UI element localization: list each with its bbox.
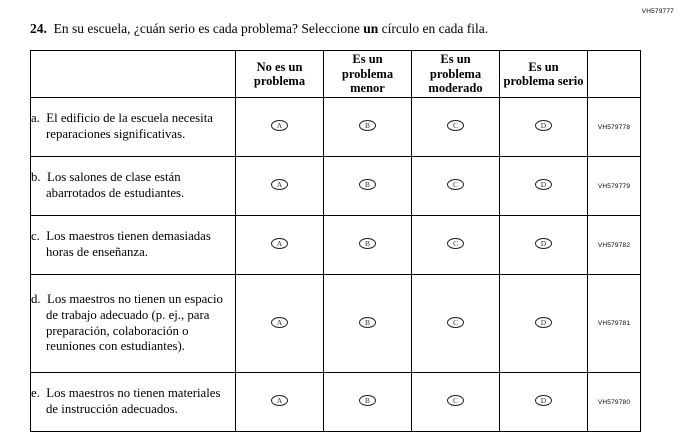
radio-d-3[interactable] xyxy=(412,275,500,373)
radio-letter: C xyxy=(452,180,458,189)
question-prompt xyxy=(30,21,666,37)
radio-c-4[interactable] xyxy=(500,216,588,275)
radio-circle-icon[interactable] xyxy=(447,179,464,190)
radio-b-2[interactable] xyxy=(324,157,412,216)
radio-circle-icon[interactable] xyxy=(535,395,552,406)
radio-circle-icon[interactable] xyxy=(359,179,376,190)
question-bold-word: un xyxy=(363,21,379,36)
radio-circle-icon[interactable] xyxy=(271,395,288,406)
radio-letter: C xyxy=(452,396,458,405)
radio-e-4[interactable] xyxy=(500,373,588,432)
radio-b-3[interactable] xyxy=(412,157,500,216)
radio-circle-icon[interactable] xyxy=(271,179,288,190)
row-stem-b xyxy=(31,157,236,216)
radio-letter: D xyxy=(540,239,547,248)
row-letter-d: d. xyxy=(31,292,41,307)
radio-letter: A xyxy=(276,180,283,189)
row-item-id-a: VH579778 xyxy=(588,98,641,157)
radio-letter: C xyxy=(452,239,458,248)
header-row xyxy=(31,51,641,98)
column-header-moderate-problem: Es un problema moderado xyxy=(412,51,500,98)
radio-letter: D xyxy=(540,396,547,405)
row-item-id-b: VH579779 xyxy=(588,157,641,216)
row-letter-e: e. xyxy=(31,386,40,401)
table-row xyxy=(31,216,641,275)
radio-e-3[interactable] xyxy=(412,373,500,432)
radio-e-1[interactable] xyxy=(236,373,324,432)
matrix-header xyxy=(31,51,641,98)
question-text-part1: En su escuela, ¿cuán serio es cada problema? Seleccione xyxy=(53,21,364,36)
row-stem-d xyxy=(31,275,236,373)
row-stem-e xyxy=(31,373,236,432)
matrix-body xyxy=(31,98,641,432)
radio-d-4[interactable] xyxy=(500,275,588,373)
radio-b-1[interactable] xyxy=(236,157,324,216)
table-row xyxy=(31,373,641,432)
radio-circle-icon[interactable] xyxy=(359,238,376,249)
radio-circle-icon[interactable] xyxy=(271,120,288,131)
radio-circle-icon[interactable] xyxy=(271,238,288,249)
column-header-minor-problem: Es un problema menor xyxy=(324,51,412,98)
radio-letter: B xyxy=(364,396,370,405)
radio-e-2[interactable] xyxy=(324,373,412,432)
radio-circle-icon[interactable] xyxy=(535,238,552,249)
radio-circle-icon[interactable] xyxy=(271,317,288,328)
radio-d-2[interactable] xyxy=(324,275,412,373)
response-matrix xyxy=(30,50,641,432)
header-blank-id xyxy=(588,51,641,98)
row-text-e: Los maestros no tienen materiales de instrucción adecuados. xyxy=(46,386,221,416)
radio-letter: B xyxy=(364,239,370,248)
radio-letter: A xyxy=(276,317,283,327)
question-number: 24. xyxy=(30,21,47,36)
question-text-part2: círculo en cada fila. xyxy=(378,21,489,36)
radio-letter: A xyxy=(276,396,283,405)
radio-d-1[interactable] xyxy=(236,275,324,373)
table-row xyxy=(31,98,641,157)
row-text-d: Los maestros no tienen un espacio de trabajo adecuado (p. ej., para preparación, colaboración o reuniones con estudiantes). xyxy=(46,292,223,354)
radio-circle-icon[interactable] xyxy=(535,317,552,328)
radio-letter: A xyxy=(276,239,283,248)
radio-a-2[interactable] xyxy=(324,98,412,157)
row-stem-c xyxy=(31,216,236,275)
table-row xyxy=(31,275,641,373)
row-item-id-d: VH579781 xyxy=(588,275,641,373)
row-text-a: El edificio de la escuela necesita reparaciones significativas. xyxy=(46,111,213,141)
radio-a-4[interactable] xyxy=(500,98,588,157)
page-item-id: VH579777 xyxy=(641,8,674,15)
radio-circle-icon[interactable] xyxy=(535,120,552,131)
radio-circle-icon[interactable] xyxy=(359,317,376,328)
question-text xyxy=(54,21,488,36)
radio-letter: D xyxy=(540,121,547,130)
header-blank-stem xyxy=(31,51,236,98)
radio-circle-icon[interactable] xyxy=(359,395,376,406)
radio-letter: D xyxy=(540,180,547,189)
radio-circle-icon[interactable] xyxy=(447,395,464,406)
radio-circle-icon[interactable] xyxy=(447,120,464,131)
column-header-serious-problem: Es un problema serio xyxy=(500,51,588,98)
radio-b-4[interactable] xyxy=(500,157,588,216)
radio-circle-icon[interactable] xyxy=(535,179,552,190)
row-letter-c: c. xyxy=(31,229,40,244)
radio-circle-icon[interactable] xyxy=(359,120,376,131)
radio-letter: C xyxy=(452,121,458,130)
radio-a-1[interactable] xyxy=(236,98,324,157)
radio-letter: B xyxy=(364,121,370,130)
radio-circle-icon[interactable] xyxy=(447,238,464,249)
radio-c-1[interactable] xyxy=(236,216,324,275)
radio-letter: D xyxy=(540,317,547,327)
row-text-c: Los maestros tienen demasiadas horas de enseñanza. xyxy=(46,229,211,259)
row-letter-a: a. xyxy=(31,111,40,126)
table-row xyxy=(31,157,641,216)
row-item-id-e: VH579780 xyxy=(588,373,641,432)
radio-c-3[interactable] xyxy=(412,216,500,275)
radio-letter: A xyxy=(276,121,283,130)
row-letter-b: b. xyxy=(31,170,41,185)
row-text-b: Los salones de clase están abarrotados de estudiantes. xyxy=(46,170,185,200)
radio-a-3[interactable] xyxy=(412,98,500,157)
radio-c-2[interactable] xyxy=(324,216,412,275)
row-item-id-c: VH579782 xyxy=(588,216,641,275)
radio-letter: C xyxy=(452,317,458,327)
radio-circle-icon[interactable] xyxy=(447,317,464,328)
radio-letter: B xyxy=(364,317,370,327)
radio-letter: B xyxy=(364,180,370,189)
column-header-no-problem: No es un problema xyxy=(236,51,324,98)
row-stem-a xyxy=(31,98,236,157)
